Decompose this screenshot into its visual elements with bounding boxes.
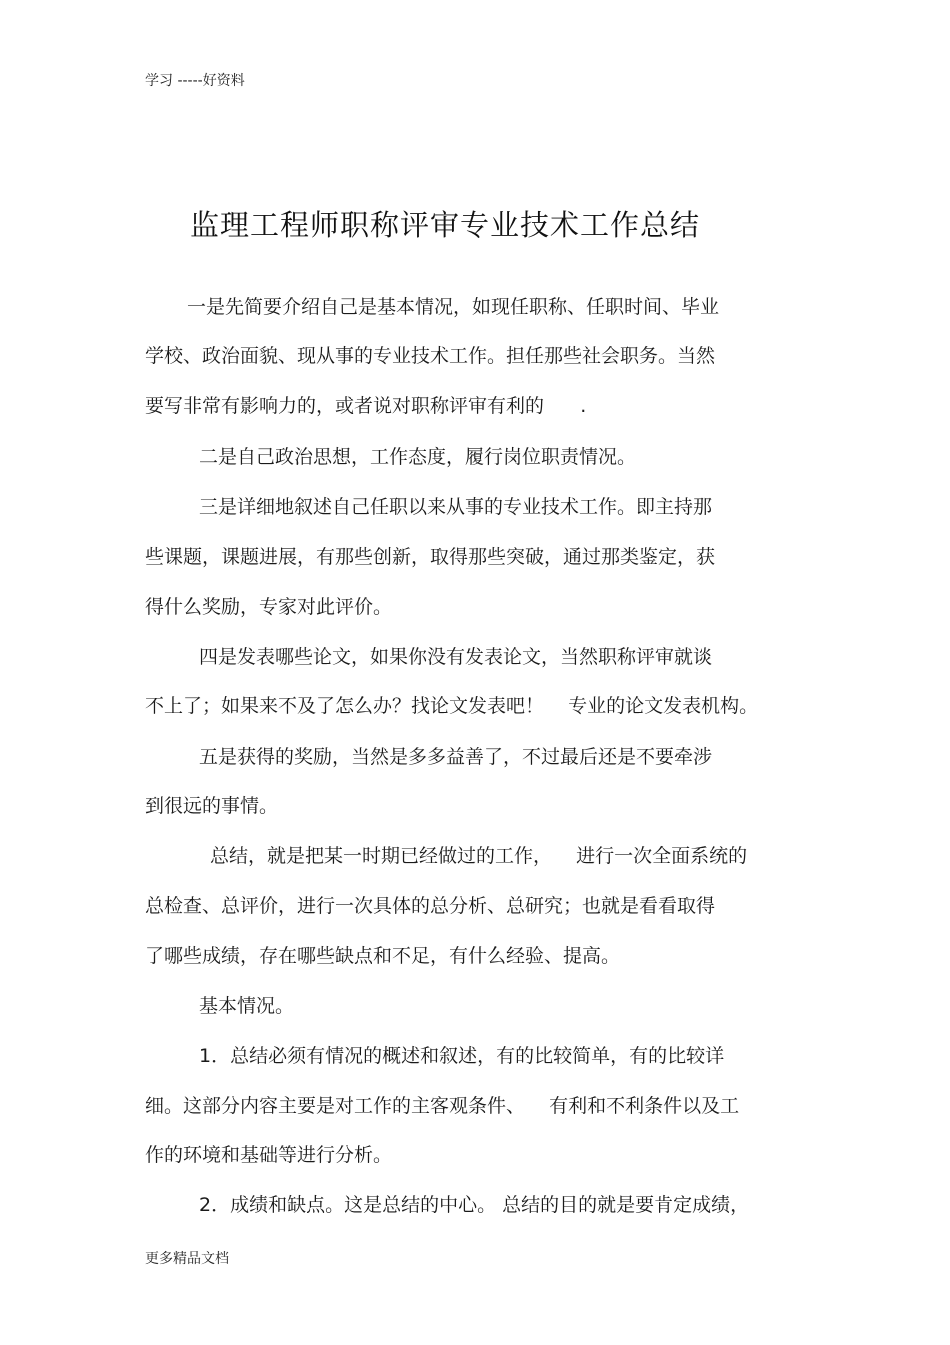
body-line: 一是先简要介绍自己是基本情况，如现任职称、任职时间、毕业: [187, 296, 720, 318]
body-line: 学校、政治面貌、现从事的专业技术工作。担任那些社会职务。当然: [145, 345, 716, 367]
body-line: 2．成绩和缺点。这是总结的中心。 总结的目的就是要肯定成绩，: [199, 1194, 750, 1216]
body-line: 基本情况。: [199, 995, 295, 1017]
body-line: 得什么奖励，专家对此评价。: [145, 596, 393, 618]
footer-note: 更多精品文档: [145, 1251, 229, 1267]
body-line: 三是详细地叙述自己任职以来从事的专业技术工作。即主持那: [199, 496, 713, 518]
body-line: 些课题，课题进展，有那些创新，取得那些突破，通过那类鉴定，获: [145, 546, 716, 568]
body-line: 1．总结必须有情况的概述和叙述，有的比较简单，有的比较详: [199, 1045, 725, 1067]
body-line: 四是发表哪些论文，如果你没有发表论文，当然职称评审就谈: [199, 646, 713, 668]
body-line: 了哪些成绩，存在哪些缺点和不足，有什么经验、提高。: [145, 945, 621, 967]
body-line: 作的环境和基础等进行分析。: [145, 1144, 393, 1166]
body-line: 总检查、总评价，进行一次具体的总分析、总研究；也就是看看取得: [145, 895, 716, 917]
body-line: 五是获得的奖励，当然是多多益善了，不过最后还是不要牵涉: [199, 746, 713, 768]
body-line: 细。这部分内容主要是对工作的主客观条件、 有利和不利条件以及工: [145, 1095, 740, 1117]
document-title: 监理工程师职称评审专业技术工作总结: [189, 208, 700, 242]
body-line: 总结，就是把某一时期已经做过的工作， 进行一次全面系统的: [210, 845, 748, 867]
header-note: 学习 -----好资料: [145, 73, 245, 89]
body-line: 到很远的事情。: [145, 795, 279, 817]
body-line: 不上了；如果来不及了怎么办？找论文发表吧！ 专业的论文发表机构。: [145, 695, 759, 717]
body-line: 二是自己政治思想，工作态度，履行岗位职责情况。: [199, 446, 637, 468]
body-line: 要写非常有影响力的，或者说对职称评审有利的 .: [145, 395, 587, 417]
